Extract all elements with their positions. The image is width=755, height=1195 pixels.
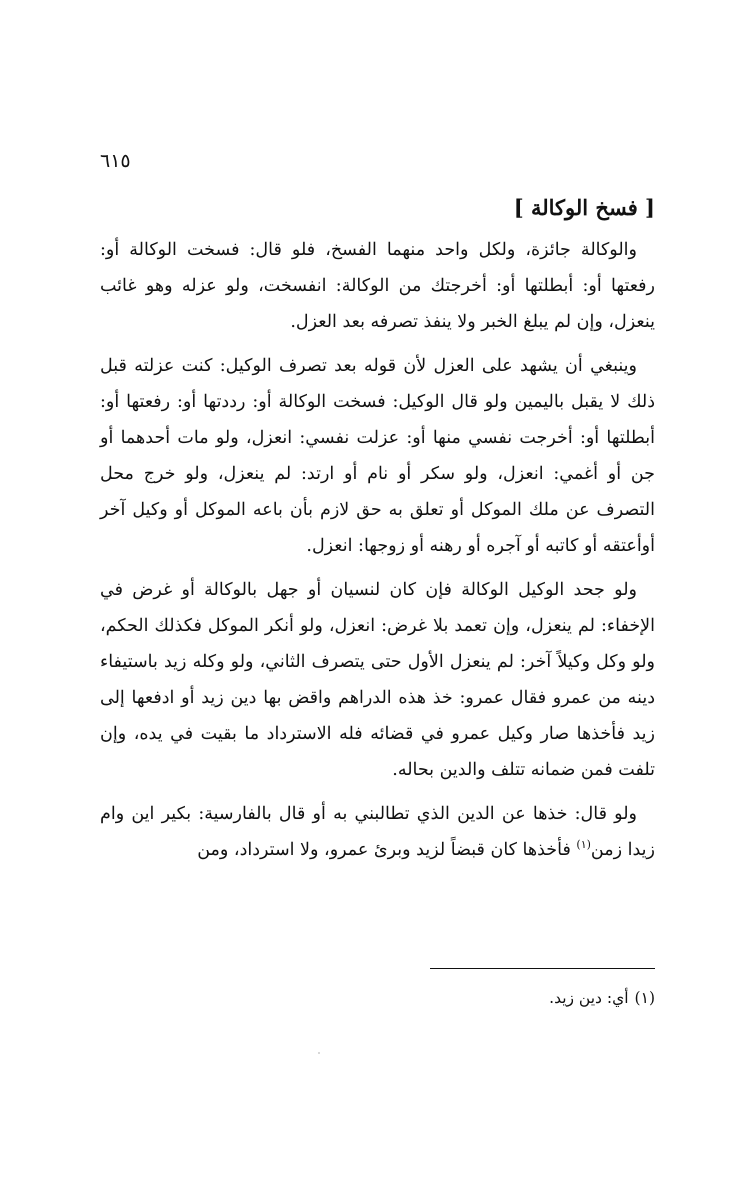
- footnote-text: أي: دين زيد.: [549, 989, 629, 1007]
- paragraph-payment: [100, 796, 655, 868]
- paragraph-witnessing: وينبغي أن يشهد على العزل لأن قوله بعد تصرف الوكيل: كنت عزلته قبل ذلك لا يقبل باليمين ولو قال الوكيل: فسخت الوكالة أو: رددتها أو: رفعتها أو: أبطلتها أو: أخرجت نفسي منها أو: عزلت نفسي: انعزل، ولو مات أحدهما أو جن أو أغمي: انعزل، ولو سكر أو نام أو ارتد: لم ينعزل، ولو خرج محل التصرف عن ملك الموكل أو تعلق به حق لازم بأن باعه الموكل أو وكيل آخر أوأعتقه أو كاتبه أو آجره أو رهنه أو زوجها: انعزل.: [100, 356, 655, 556]
- scan-speck: [318, 1052, 320, 1054]
- paragraph-payment-start: ولو قال: خذها عن الدين الذي تطالبني به أو قال بالفارسية: بكير اين وام زيدا زمن: [100, 804, 655, 860]
- footnote-divider: [430, 968, 655, 969]
- section-heading: [ فسخ الوكالة ]: [513, 195, 655, 220]
- page-number: ٦١٥: [100, 150, 131, 172]
- paragraph-revocation: والوكالة جائزة، ولكل واحد منهما الفسخ، فلو قال: فسخت الوكالة أو: رفعتها أو: أبطلتها أو: أخرجتك من الوكالة: انفسخت، ولو عزله وهو غائب ينعزل، وإن لم يبلغ الخبر ولا ينفذ تصرفه بعد العزل.: [100, 240, 655, 332]
- paragraph-denial: ولو جحد الوكيل الوكالة فإن كان لنسيان أو جهل بالوكالة أو غرض في الإخفاء: لم ينعزل، وإن تعمد بلا غرض: انعزل، ولو أنكر الموكل فكذلك الحكم، ولو وكل وكيلاً آخر: لم ينعزل الأول حتى يتصرف الثاني، ولو وكله زيد باستيفاء دينه من عمرو فقال عمرو: خذ هذه الدراهم واقض بها دين زيد أو ادفعها إلى زيد فأخذها صار وكيل عمرو في قضائه فله الاسترداد ما بقيت في يده، وإن تلفت فمن ضمانه تتلف والدين بحاله.: [100, 580, 655, 780]
- paragraph-payment-end: فأخذها كان قبضاً لزيد وبرئ عمرو، ولا استرداد، ومن: [197, 840, 577, 860]
- footnote-marker: (١): [634, 989, 655, 1007]
- footnote: [100, 984, 655, 1012]
- main-text: [100, 190, 655, 876]
- footnote-reference: (١): [576, 838, 591, 852]
